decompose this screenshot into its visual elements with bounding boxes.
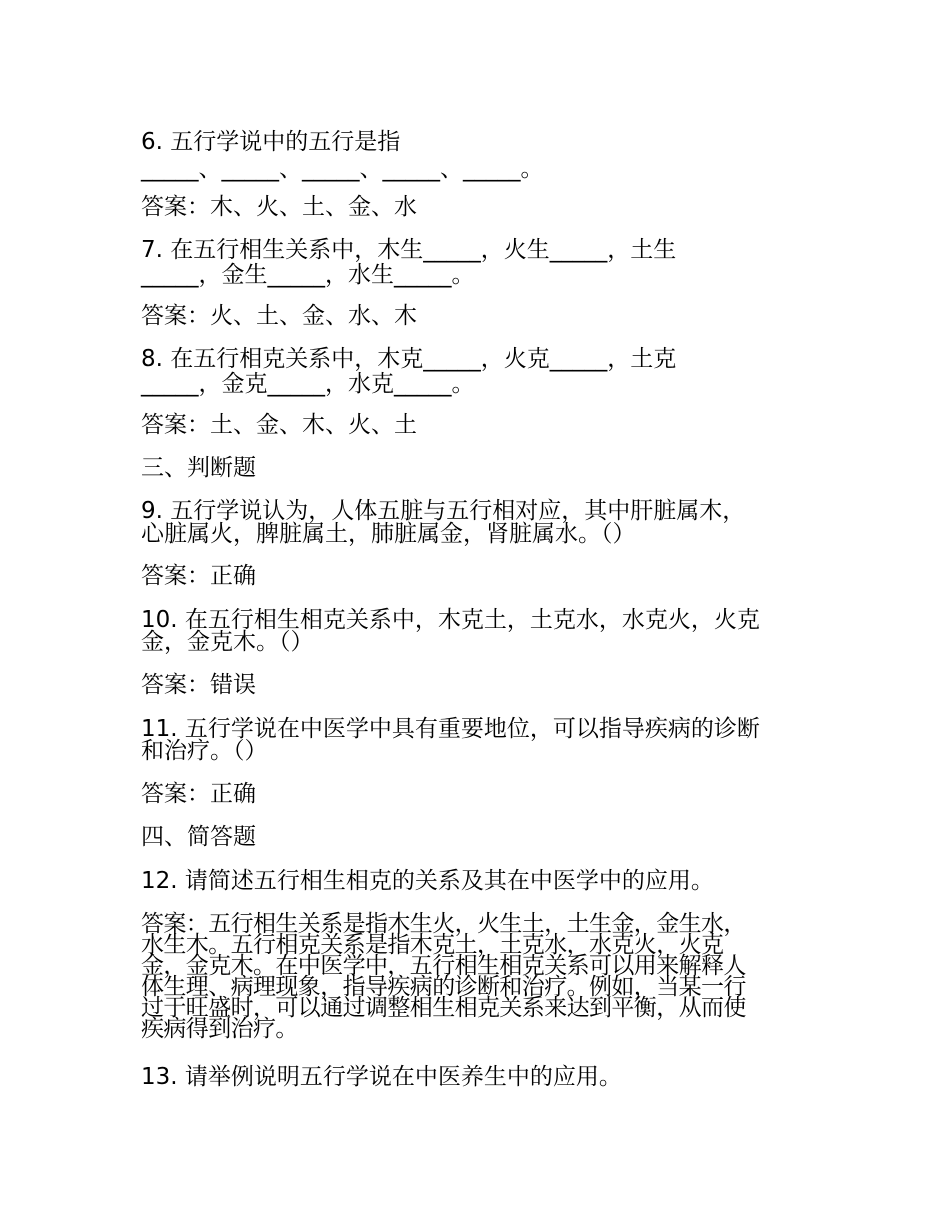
answer-7: 答案：火、土、金、水、木	[141, 303, 417, 329]
answer-12-line-5: 过于旺盛时，可以通过调整相生相克关系来达到平衡，从而使	[141, 995, 746, 1021]
question-6-line-2: _____、_____、_____、_____、_____。	[141, 156, 544, 182]
answer-12-line-6: 疾病得到治疗。	[141, 1016, 298, 1042]
question-8-line-1: 8. 在五行相克关系中，木克_____，火克_____，土克	[141, 346, 677, 372]
question-9-line-2: 心脏属火，脾脏属土，肺脏属金，肾脏属水。（）	[141, 521, 636, 547]
question-7-line-1: 7. 在五行相生关系中，木生_____，火生_____，土生	[141, 237, 677, 263]
section-heading-true-false: 三、判断题	[141, 455, 256, 481]
answer-6: 答案：木、火、土、金、水	[141, 194, 417, 220]
question-9-line-1: 9. 五行学说认为，人体五脏与五行相对应，其中肝脏属木，	[141, 498, 746, 524]
answer-9: 答案：正确	[141, 563, 256, 589]
question-8-line-2: _____，金克_____，水克_____。	[141, 371, 475, 397]
question-6-line-1: 6. 五行学说中的五行是指	[141, 129, 401, 155]
question-7-line-2: _____，金生_____，水生_____。	[141, 262, 475, 288]
answer-10: 答案：错误	[141, 672, 256, 698]
answer-12-line-4: 体生理、病理现象，指导疾病的诊断和治疗。例如，当某一行	[141, 974, 746, 1000]
question-12: 12. 请简述五行相生相克的关系及其在中医学中的应用。	[141, 868, 714, 894]
section-heading-short-answer: 四、简答题	[141, 824, 256, 850]
answer-12-line-2: 水生木。五行相克关系是指木克土，土克水，水克火，火克	[141, 932, 724, 958]
question-10-line-2: 金，金克木。（）	[141, 629, 314, 655]
answer-12-line-1: 答案：五行相生关系是指木生火，火生土，土生金，金生水，	[141, 911, 746, 937]
answer-8: 答案：土、金、木、火、土	[141, 412, 417, 438]
answer-12-line-3: 金，金克木。在中医学中，五行相生相克关系可以用来解释人	[141, 953, 746, 979]
question-10-line-1: 10. 在五行相生相克关系中，木克土，土克水，水克火，火克	[141, 607, 760, 633]
answer-11: 答案：正确	[141, 781, 256, 807]
question-13: 13. 请举例说明五行学说在中医养生中的应用。	[141, 1064, 622, 1090]
question-11-line-1: 11. 五行学说在中医学中具有重要地位，可以指导疾病的诊断	[141, 716, 760, 742]
question-11-line-2: 和治疗。（）	[141, 738, 268, 764]
